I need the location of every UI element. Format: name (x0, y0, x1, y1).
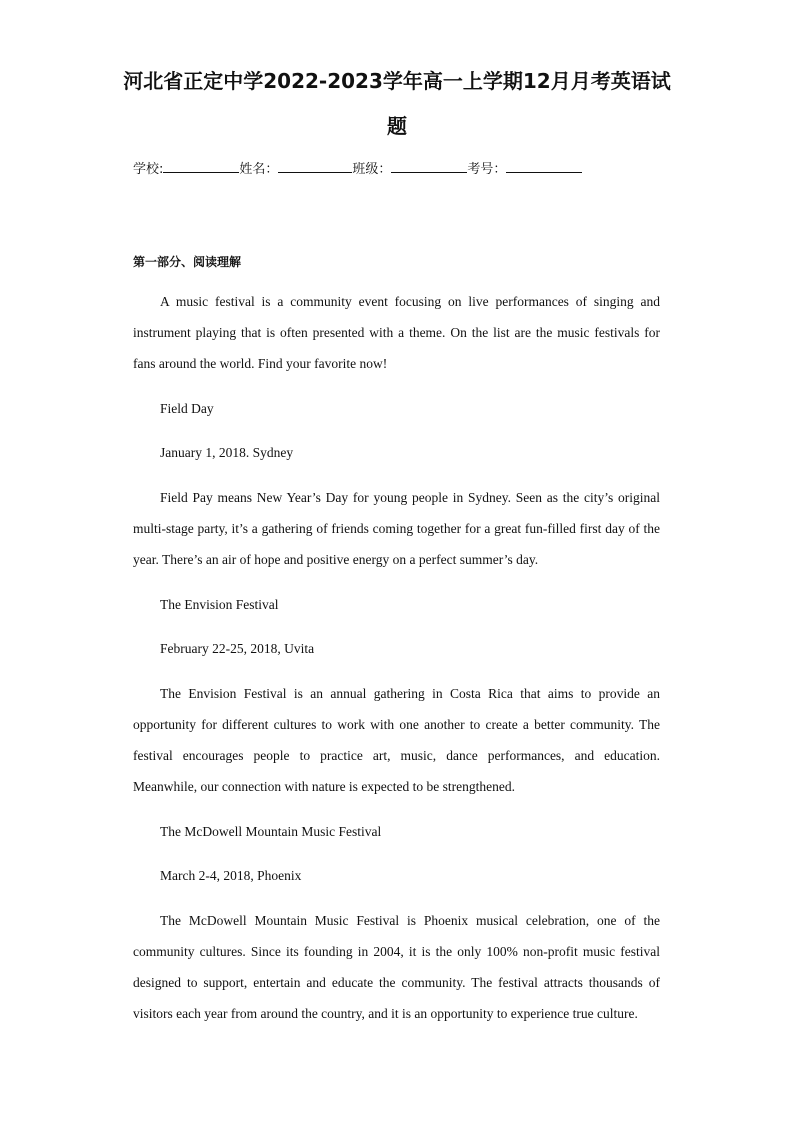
number-blank (506, 158, 582, 173)
festival-name: The McDowell Mountain Music Festival (160, 824, 382, 839)
festival-date-place: January 1, 2018. Sydney (160, 445, 294, 460)
class-label: 班级： (352, 162, 392, 177)
festival-date-place: March 2-4, 2018, Phoenix (160, 868, 302, 883)
student-info-row (133, 158, 582, 180)
festival-description: Field Pay means New Year’s Day for young people in Sydney. Seen as the city’s original multi-stage party, it’s a gathering of friends coming together for a great fun-filled first day of the year. There’s an air of hope and positive energy on a perfect summer’s day. (133, 490, 660, 567)
class-blank (391, 158, 467, 173)
festival-name: The Envision Festival (160, 597, 279, 612)
school-label: 学校: (133, 162, 164, 177)
school-blank (163, 158, 239, 173)
exam-title-line-1: 河北省正定中学2022-2023学年高一上学期12月月考英语试 (123, 69, 671, 93)
name-label: 姓名： (239, 162, 279, 177)
exam-title-line-2: 题 (387, 114, 407, 138)
number-label: 考号： (467, 162, 507, 177)
festival-name: Field Day (160, 401, 214, 416)
name-blank (278, 158, 352, 173)
festival-description: The Envision Festival is an annual gathering in Costa Rica that aims to provide an opportunity for different cultures to work with one another to create a better community. The festival encourages people to practice art, music, dance performances, and education. Meanwhile, our connection with nature is expected to be strengthened. (133, 686, 660, 794)
intro-paragraph: A music festival is a community event focusing on live performances of singing and instrument playing that is often presented with a theme. On the list are the music festivals for fans around the world. Find your favorite now! (133, 294, 660, 371)
section-heading: 第一部分、阅读理解 (133, 255, 242, 269)
festival-date-place: February 22-25, 2018, Uvita (160, 641, 315, 656)
festival-description: The McDowell Mountain Music Festival is Phoenix musical celebration, one of the community cultures. Since its founding in 2004, it is the only 100% non-profit music festival designed to support, entertain and educate the community. The festival attracts thousands of visitors each year from around the country, and it is an opportunity to experience true culture. (133, 913, 660, 1021)
